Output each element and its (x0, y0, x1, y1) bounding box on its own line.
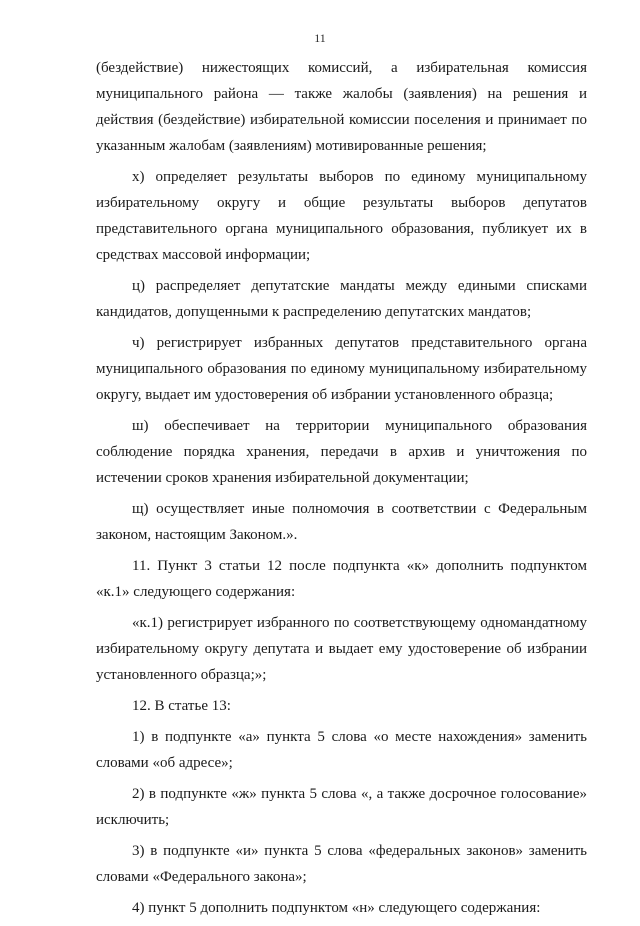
page-number: 11 (314, 31, 326, 45)
paragraph-subitem-k1: «к.1) регистрирует избранного по соответствующему одномандатному избирательному округу депутата и выдает ему удостоверение об избрании установленного образца;»; (96, 615, 587, 683)
paragraph-subitem-x: х) определяет результаты выборов по единому муниципальному избирательному округу и общие результаты выборов депутатов представительного органа муниципального образования, публикует их в средствах массовой информации; (96, 169, 587, 263)
paragraph-item-12-sub-3: 3) в подпункте «и» пункта 5 слова «федеральных законов» заменить словами «Федерального закона»; (96, 843, 587, 885)
paragraph-subitem-ch: ч) регистрирует избранных депутатов представительного органа муниципального образования по единому муниципальному избирательному округу, выдает им удостоверения об избрании установленного образца; (96, 335, 587, 403)
paragraph-continuation: (бездействие) нижестоящих комиссий, а избирательная комиссия муниципального района — также жалобы (заявления) на решения и действия (бездействие) избирательной комиссии поселения и принимает по указанным жалобам (заявлениям) мотивированные решения; (96, 60, 587, 154)
paragraph-subitem-ts: ц) распределяет депутатские мандаты между едиными списками кандидатов, допущенными к распределению депутатских мандатов; (96, 278, 587, 320)
paragraph-subitem-shch: щ) осуществляет иные полномочия в соответствии с Федеральным законом, настоящим Законом.». (96, 501, 587, 543)
paragraph-item-12-sub-2: 2) в подпункте «ж» пункта 5 слова «, а также досрочное голосование» исключить; (96, 786, 587, 828)
paragraph-item-12: 12. В статье 13: (132, 698, 231, 714)
paragraph-subitem-sh: ш) обеспечивает на территории муниципального образования соблюдение порядка хранения, передачи в архив и уничтожения по истечении сроков хранения избирательной документации; (96, 418, 587, 486)
paragraph-item-12-sub-4: 4) пункт 5 дополнить подпунктом «н» следующего содержания: (132, 900, 541, 916)
document-body (96, 55, 587, 926)
paragraph-item-11: 11. Пункт 3 статьи 12 после подпункта «к» дополнить подпунктом «к.1» следующего содержания: (96, 558, 587, 600)
paragraph-item-12-sub-1: 1) в подпункте «а» пункта 5 слова «о месте нахождения» заменить словами «об адресе»; (96, 729, 587, 771)
